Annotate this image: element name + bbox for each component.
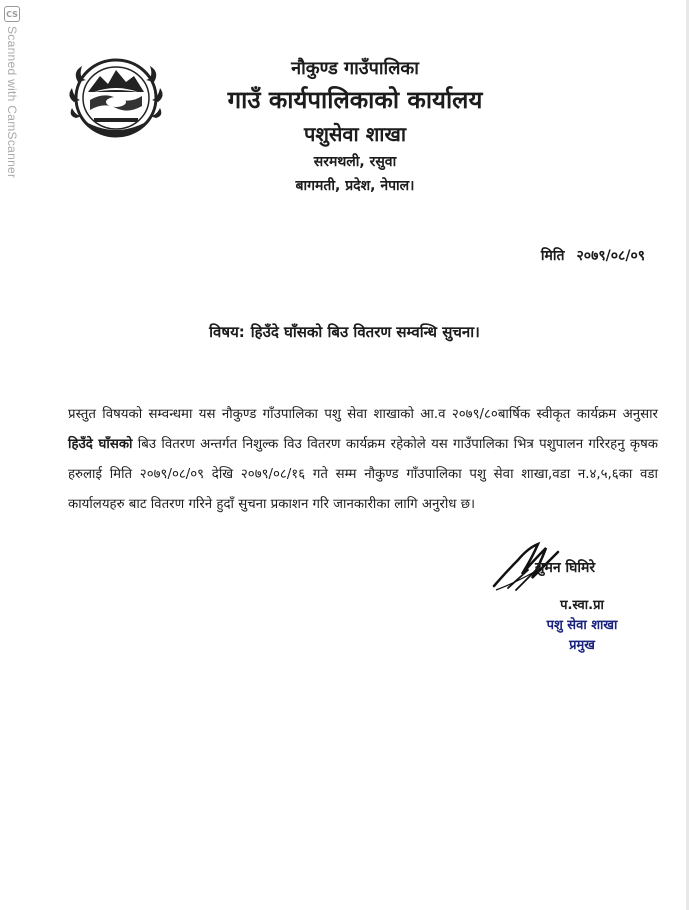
body-part-1: प्रस्तुत विषयको सम्वन्धमा यस नौकुण्ड गाँउपालिका पशु सेवा शाखाको आ.व २०७९/८०बार्षिक स्वीकृत कार्यक्रम अनुसार <box>68 407 658 422</box>
section-name: पशुसेवा शाखा <box>303 122 407 146</box>
camscanner-watermark <box>2 6 22 178</box>
municipality-name: नौकुण्ड गाउँपालिका <box>291 58 419 79</box>
camscanner-logo-icon: CS <box>4 6 20 22</box>
body-part-2: बिउ वितरण अन्तर्गत निशुल्क विउ वितरण कार्यक्रम रहेकोले यस गाउँपालिका भित्र पशुपालन गरिरहनु कृषक हरुलाई मिति २०७९/०८/०९ देखि २०७९/०८/१६ गते सम्म नौकुण्ड गाँउपालिका पशु सेवा शाखा,वडा न.४,५,६का वडा कार्यालयहरु बाट वितरण गरिने हुदाँ सुचना प्रकाशन गरि जानकारीका लागि अनुरोध छ। <box>68 437 658 512</box>
office-name: गाउँ कार्यपालिकाको कार्यालय <box>227 86 483 114</box>
signatory-name: सुमन घिमिरे <box>535 560 596 576</box>
letterhead <box>190 56 520 198</box>
date-line <box>541 246 645 265</box>
subject-line <box>0 322 689 342</box>
subject-text: हिउँदे घाँसको बिउ वितरण सम्वन्धि सुचना। <box>250 323 480 341</box>
designation-abbreviation: प.स्वा.प्रा <box>560 598 604 613</box>
designation-title: पशु सेवा शाखा प्रमुख <box>546 618 618 653</box>
designation-block <box>532 596 632 656</box>
body-emphasis: हिउँदे घाँसको <box>68 437 133 452</box>
date-value: २०७९/०८/०९ <box>576 248 645 264</box>
date-label: मिति <box>540 248 565 264</box>
emblem-icon <box>64 52 168 144</box>
camscanner-watermark-text: Scanned with CamScanner <box>5 26 19 179</box>
address-line-1: सरमथली, रसुवा <box>313 154 397 170</box>
address-line-2: बागमती, प्रदेश, नेपाल। <box>295 178 415 194</box>
notice-body <box>68 400 658 520</box>
subject-label: विषय: <box>209 323 245 341</box>
